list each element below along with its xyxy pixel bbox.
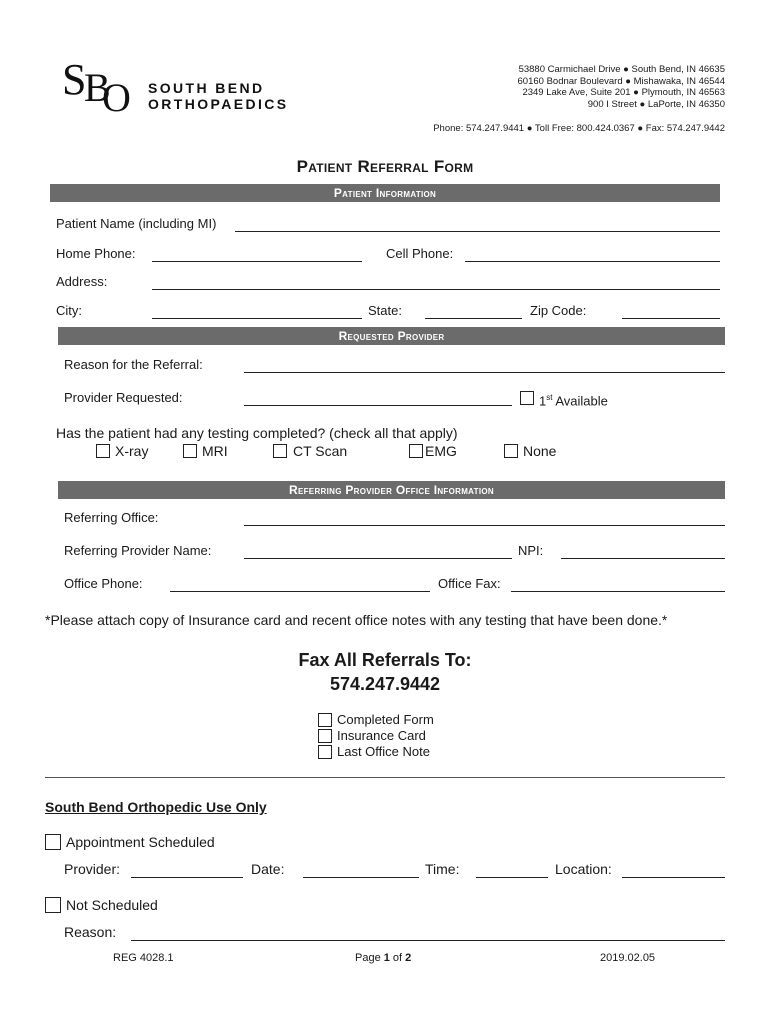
provider-requested-field[interactable] <box>244 405 512 406</box>
provider-field[interactable] <box>131 877 243 878</box>
section-header-referring-office: Referring Provider Office Information <box>58 481 725 499</box>
cell-phone-label: Cell Phone: <box>386 246 454 261</box>
mri-label: MRI <box>202 443 228 459</box>
npi-label: NPI: <box>518 543 544 558</box>
section-header-patient-info: Patient Information <box>50 184 720 202</box>
form-code: REG 4028.1 <box>113 952 174 964</box>
logo-monogram <box>62 55 131 120</box>
referring-office-label: Referring Office: <box>64 510 159 525</box>
office-phone-field[interactable] <box>170 591 430 592</box>
form-title: Patient Referral Form <box>296 157 474 176</box>
insurance-card-checkbox[interactable] <box>318 729 332 743</box>
logo-text-line2: ORTHOPAEDICS <box>148 96 289 112</box>
section-divider <box>45 777 725 778</box>
reason-field[interactable] <box>131 940 725 941</box>
appointment-scheduled-label: Appointment Scheduled <box>66 834 215 850</box>
city-label: City: <box>56 303 82 318</box>
none-checkbox[interactable] <box>504 444 518 458</box>
ct-scan-checkbox[interactable] <box>273 444 287 458</box>
last-office-note-label: Last Office Note <box>337 744 430 759</box>
none-label: None <box>523 443 557 459</box>
provider-requested-label: Provider Requested: <box>64 390 183 405</box>
appointment-scheduled-checkbox[interactable] <box>45 834 61 850</box>
mri-checkbox[interactable] <box>183 444 197 458</box>
fax-number: 574.247.9442 <box>329 674 441 694</box>
insurance-card-label: Insurance Card <box>337 728 426 743</box>
office-phone-label: Office Phone: <box>64 576 143 591</box>
completed-form-label: Completed Form <box>337 712 434 727</box>
patient-name-label: Patient Name (including MI) <box>56 216 217 231</box>
office-fax-field[interactable] <box>511 591 725 592</box>
contact-phones: Phone: 574.247.9441 ● Toll Free: 800.424.0367 ● Fax: 574.247.9442 <box>433 123 725 134</box>
office-fax-label: Office Fax: <box>438 576 501 591</box>
fax-heading: Fax All Referrals To: <box>298 650 472 670</box>
provider-label: Provider: <box>64 861 121 877</box>
logo-letter-o: O <box>102 75 131 120</box>
zip-code-label: Zip Code: <box>530 303 587 318</box>
emg-checkbox[interactable] <box>409 444 423 458</box>
logo-text-line1: SOUTH BEND <box>148 80 265 96</box>
time-label: Time: <box>425 861 460 877</box>
home-phone-field[interactable] <box>152 261 362 262</box>
reason-for-referral-label: Reason for the Referral: <box>64 357 203 372</box>
address-label: Address: <box>56 274 108 289</box>
form-date: 2019.02.05 <box>600 952 656 964</box>
npi-field[interactable] <box>561 558 725 559</box>
zip-code-field[interactable] <box>622 318 720 319</box>
page-number: Page 1 of 2 <box>355 952 412 964</box>
not-scheduled-checkbox[interactable] <box>45 897 61 913</box>
emg-label: EMG <box>425 443 457 459</box>
date-field[interactable] <box>303 877 419 878</box>
city-field[interactable] <box>152 318 362 319</box>
office-use-heading: South Bend Orthopedic Use Only <box>45 799 267 815</box>
referring-provider-name-label: Referring Provider Name: <box>64 543 212 558</box>
xray-label: X-ray <box>115 443 149 459</box>
address-line: 53880 Carmichael Drive ● South Bend, IN 46635 <box>518 64 725 75</box>
first-available-checkbox[interactable] <box>520 391 534 405</box>
cell-phone-field[interactable] <box>465 261 720 262</box>
completed-form-checkbox[interactable] <box>318 713 332 727</box>
state-label: State: <box>368 303 402 318</box>
referring-office-field[interactable] <box>244 525 725 526</box>
first-available-label: 1st Available <box>539 393 608 409</box>
logo-text <box>148 80 289 112</box>
ct-scan-label: CT Scan <box>293 443 348 459</box>
time-field[interactable] <box>476 877 548 878</box>
location-field[interactable] <box>622 877 725 878</box>
state-field[interactable] <box>425 318 522 319</box>
reason-label: Reason: <box>64 924 117 940</box>
logo-letter-b: B <box>84 65 111 110</box>
date-label: Date: <box>251 861 285 877</box>
address-field[interactable] <box>152 289 720 290</box>
address-line: 60160 Bodnar Boulevard ● Mishawaka, IN 46544 <box>517 75 725 87</box>
home-phone-label: Home Phone: <box>56 246 136 261</box>
address-line: 2349 Lake Ave, Suite 201 ● Plymouth, IN 46563 <box>522 87 725 98</box>
attachment-note: *Please attach copy of Insurance card and recent office notes with any testing that have been done.* <box>45 612 668 628</box>
xray-checkbox[interactable] <box>96 444 110 458</box>
testing-question: Has the patient had any testing completed? (check all that apply) <box>56 425 458 441</box>
not-scheduled-label: Not Scheduled <box>66 897 158 913</box>
address-line: 900 I Street ● LaPorte, IN 46350 <box>587 98 725 110</box>
patient-name-field[interactable] <box>235 231 720 232</box>
location-label: Location: <box>555 861 612 877</box>
referring-provider-name-field[interactable] <box>244 558 512 559</box>
section-header-requested-provider: Requested Provider <box>58 327 725 345</box>
logo-letter-s: S <box>62 55 87 104</box>
last-office-note-checkbox[interactable] <box>318 745 332 759</box>
reason-for-referral-field[interactable] <box>244 372 725 373</box>
